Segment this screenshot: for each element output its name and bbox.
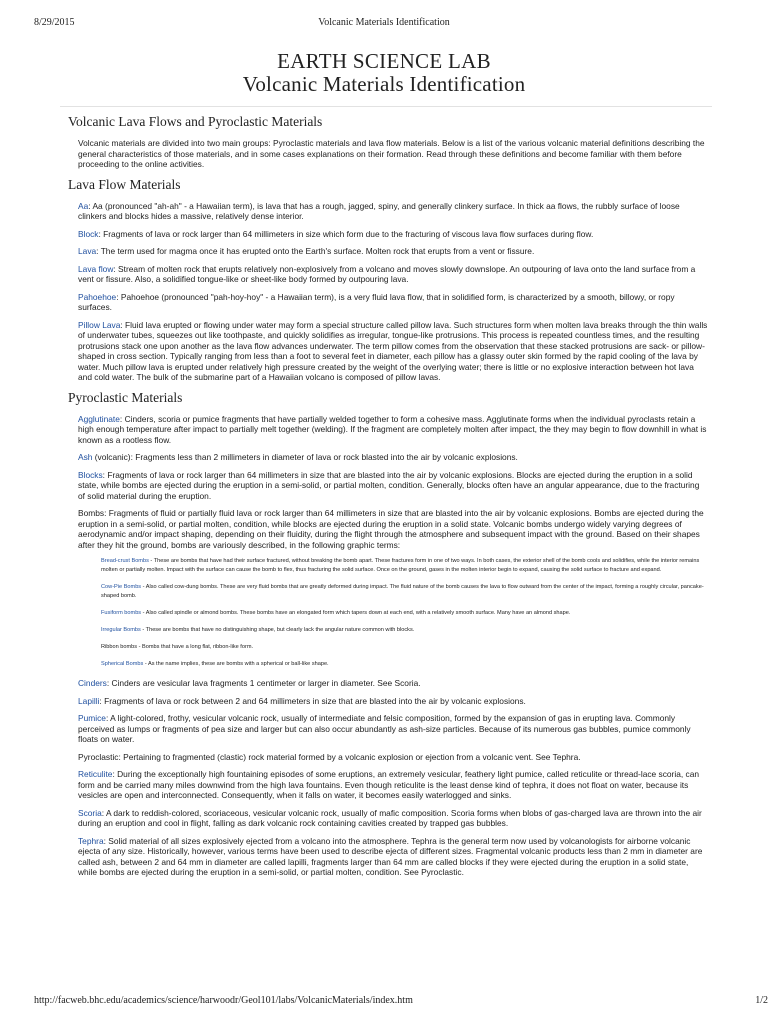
- definition-text: Fragments of lava or rock larger than 64 millimeters in size which form due to the fracturing of viscous lava flow surfaces during flow.: [103, 228, 594, 239]
- term-block: Block: [78, 228, 99, 239]
- definition-text: Fragments of lava or rock between 2 and 64 millimeters in size that are blasted into the air by volcanic explosions.: [104, 695, 526, 706]
- definition-text: Fragments of lava or rock larger than 64 millimeters in size that are blasted into the air by volcanic explosions. Blocks are ejected during the eruption in a solid state, while bombs are ejected during the eruption in a semi-solid, or partial molten, condition. Generally, blocks often have an angular appearance, due to the fracturing of solid material during the eruption.: [78, 469, 700, 501]
- definition-agglutinate: Agglutinate: Cinders, scoria or pumice fragments that have partially welded together to form a cohesive mass. Agglutinate forms when the individual pyroclasts retain a high enough temperature after impact to partially melt together (welding). If the fragment are completely molten after impact, the they may begin to flow downhill in what is known as a rootless flow.: [78, 413, 707, 445]
- definition-text: Cinders are vesicular lava fragments 1 centimeter or larger in diameter. See Scoria.: [111, 678, 421, 688]
- definition-text: Solid material of all sizes explosively ejected from a volcano into the atmosphere. Tephra is the general term now used by volcanologists for airborne volcanic ejecta of any size. Historically, however, various terms have been used to describe ejecta of different sizes. Fragmental volcanic products less than 2 mm in diameter are called ash, between 2 and 64 mm in diameter are called lapilli, fragments larger than 64 mm are called blocks if they were ejected during the eruption in a solid state, while bombs are ejected during the eruption in a semi-solid, or partial molten, condition. See Pyroclastic.: [78, 835, 703, 877]
- definition-pillow-lava: Pillow Lava: Fluid lava erupted or flowing under water may form a special structure called pillow lava. Such structures form when molten lava breaks through the thin walls of underwater tubes, squeezes out like toothpaste, and quickly solidifies as irregular, tongue-like protrusions. This process is repeated countless times, and the resulting protrusions stack one upon another as the lava flow advances underwater. The term pillow comes from the observation that these stacked protrusions are sack- or pillow-shaped in cross section. Typically ranging from less than a foot to several feet in diameter, each pillow has a glassy outer skin formed by the rapid cooling of the lava by water. Much pillow lava is erupted under relatively high pressure created by the weight of the overlying water; there is little or no explosive interaction between hot lava and cold water. The bulk of the submarine part of a Hawaiian volcano is composed of pillow lavas.: [78, 319, 708, 382]
- term-bread-crust: Bread-crust Bombs: [101, 558, 149, 564]
- definition-ash: [78, 452, 708, 463]
- print-url: http://facweb.bhc.edu/academics/science/harwoodr/Geol101/labs/VolcanicMaterials/index.htm: [34, 995, 413, 1006]
- term-spherical: Spherical Bombs: [101, 661, 144, 667]
- definition-pumice: Pumice: A light-colored, frothy, vesicular volcanic rock, usually of intermediate and felsic composition, formed by the expansion of gas in erupting lava. Commonly perceived as lumps or fragments of pea size and larger but can also occur abundantly as ash-size particles. Because of its numerous gas bubbles, pumice commonly floats on water.: [78, 713, 691, 744]
- print-page-title: Volcanic Materials Identification: [318, 17, 450, 28]
- page-title-block: [0, 50, 768, 96]
- definition-text: The term used for magma once it has erupted onto the Earth's surface. Molten rock that erupts from a vent or fissure.: [100, 246, 535, 256]
- definition-text: (volcanic): Fragments less than 2 millimeters in diameter of lava or rock blasted into the air by volcanic explosions.: [94, 452, 518, 462]
- definition-block: Block: Fragments of lava or rock larger than 64 millimeters in size which form due to the fracturing of viscous lava flow surfaces during flow.: [78, 228, 594, 239]
- definition-tephra: Tephra: Solid material of all sizes explosively ejected from a volcano into the atmosphere. Tephra is the general term now used by volcanologists for airborne volcanic ejecta of any size. Historically, however, various terms have been used to describe ejecta of different sizes. Fragmental volcanic products less than 2 mm in diameter are called ash, between 2 and 64 mm in diameter are called lapilli, fragments larger than 64 mm are called blocks if they were ejected during the eruption in a solid state, while bombs are ejected during the eruption in a semi-solid, or partial molten, condition. See Pyroclastic.: [78, 835, 703, 877]
- term-aa: Aa: [78, 200, 89, 211]
- bomb-type-cow-pie: Cow-Pie Bombs - Also called cow-dung bombs. These are very fluid bombs that are greatly deformed during impact. The fluid nature of the bomb causes the lava to flow outward from the center of the impact, forming a roughly circular, pancake-shaped bomb.: [101, 584, 704, 599]
- definition-text: Cinders, scoria or pumice fragments that have partially welded together to form a cohesive mass. Agglutinate forms when the individual pyroclasts retain a high enough temperature after impact to partially melt together (welding). If the fragment are completely molten after impact, the they may begin to flow downhill in what is known as a rootless flow.: [78, 413, 707, 445]
- term-lava: Lava: [78, 246, 97, 256]
- definition-text: A dark to reddish-colored, scoriaceous, vesicular volcanic rock, usually of mafic composition. Scoria forms when blobs of gas-charged lava are thrown into the air during an eruption and cool in flight, falling as dark volcanic rock containing cavities created by trapped gas bubbles.: [78, 807, 702, 828]
- term-reticulite: Reticulite: [78, 769, 113, 779]
- intro-paragraph: Volcanic materials are divided into two main groups: Pyroclastic materials and lava flow materials. Below is a list of the various volcanic material definitions describing the general characteristics of those materials, and in some cases explanations on their formation. Read through these definitions and become familiar with them before proceeding to the online activities.: [78, 138, 705, 169]
- definition-reticulite: Reticulite: During the exceptionally high fountaining episodes of some eruptions, an extremely vesicular, feathery light pumice, called reticulite or thread-lace scoria, can form and be carried many miles downwind from the high lava fountains. Even though reticulite is the least dense kind of tephra, it does not float on water, because its vesicles are open and interconnected. Consequently, when it falls on water, it becomes easily waterlogged and sinks.: [78, 769, 700, 800]
- term-agglutinate: Agglutinate: [78, 413, 120, 424]
- definition-pyroclastic: Pyroclastic: Pertaining to fragmented (clastic) rock material formed by a volcanic explosion or ejection from a volcanic vent. See Tephra.: [78, 751, 581, 762]
- definition-pahoehoe: Pahoehoe: Pahoehoe (pronounced "pah-hoy-hoy" - a Hawaiian term), is a very fluid lava flow, that in solidified form, is characterized by a smooth, billowy, or ropy surfaces.: [78, 291, 675, 312]
- term-lapilli: Lapilli: [78, 695, 100, 706]
- term-pahoehoe: Pahoehoe: [78, 291, 117, 302]
- term-ash: Ash: [78, 452, 93, 462]
- definition-bombs: Bombs: Fragments of fluid or partially fluid lava or rock larger than 64 millimeters in size that are blasted into the air by volcanic explosions. Bombs are ejected during the eruption in a semi-solid, or partial molten, condition, while blocks are ejected during the eruption in a solid state. Volcanic bombs undergo widely varying degrees of aerodynamic and/or impact shaping, depending on their fluidity, during the flight through the atmosphere and subsequent impact with the ground. Based on their shapes after they hit the ground, bombs are variously described, in the following graphic terms:: [78, 508, 704, 550]
- definition-blocks: Blocks: Fragments of lava or rock larger than 64 millimeters in size that are blasted into the air by volcanic explosions. Blocks are ejected during the eruption in a solid state, while bombs are ejected during the eruption in a semi-solid, or partial molten, condition. Generally, blocks often have an angular appearance, due to the fracturing of solid material during the eruption.: [78, 469, 700, 501]
- term-cinders: Cinders: [78, 678, 107, 688]
- term-tephra: Tephra: [78, 835, 104, 846]
- definition-text: Aa (pronounced "ah-ah" - a Hawaiian term), is lava that has a rough, jagged, spiny, and generally clinkery surface. In thick aa flows, the rubbly surface of loose clinkers and blocks hides a massive, relatively dense interior.: [78, 200, 680, 221]
- definition-text: Pahoehoe (pronounced "pah-hoy-hoy" - a Hawaiian term), is a very fluid lava flow, that in solidified form, is characterized by a smooth, billowy, or ropy surfaces.: [78, 291, 675, 312]
- definition-lava: Lava: The term used for magma once it has erupted onto the Earth's surface. Molten rock that erupts from a vent or fissure.: [78, 246, 535, 256]
- definition-text: Fluid lava erupted or flowing under water may form a special structure called pillow lava. Such structures form when molten lava breaks through the thin walls of underwater tubes, squeezes out like toothpaste, and quickly solidifies as irregular, tongue-like protrusions. This process is repeated countless times, and the resulting protrusions stack one upon another as the lava flow advances underwater. The term pillow comes from the observation that these stacked protrusions are sack- or pillow-shaped in cross section. Typically ranging from less than a foot to several feet in diameter, each pillow has a glassy outer skin formed by the rapid cooling of the lava by water. Much pillow lava is erupted under relatively high pressure created by the weight of the overlying water; there is little or no explosive interaction between hot lava and cold water. The bulk of the submarine part of a Hawaiian volcano is composed of pillow lavas.: [78, 319, 708, 382]
- term-pillow-lava: Pillow Lava: [78, 319, 121, 330]
- bomb-type-ribbon: Ribbon bombs - Bombs that have a long flat, ribbon-like form.: [101, 644, 254, 650]
- term-blocks: Blocks: [78, 469, 103, 480]
- definition-text: Stream of molten rock that erupts relatively non-explosively from a volcano and moves slowly downslope. An outpouring of lava onto the land surface from a vent or fissure. Also, a solidified tongue-like or sheet-like body formed by outpouring lava.: [78, 263, 696, 284]
- bomb-type-spherical: Spherical Bombs - As the name implies, these are bombs with a spherical or ball-like shape.: [101, 661, 329, 667]
- definition-aa: Aa: Aa (pronounced "ah-ah" - a Hawaiian term), is lava that has a rough, jagged, spiny, and generally clinkery surface. In thick aa flows, the rubbly surface of loose clinkers and blocks hides a massive, relatively dense interior.: [78, 200, 680, 221]
- section-heading-overview: Volcanic Lava Flows and Pyroclastic Materials: [68, 114, 323, 129]
- page-number: 1/2: [755, 995, 768, 1006]
- bomb-type-bread-crust: Bread-crust Bombs - These are bombs that have had their surface fractured, without breaking the bomb apart. These fractures form in one of two ways. In both cases, the exterior shell of the bomb cools and solidifies, while the interior remains molten or partially molten. Impact with the surface can cause the bomb to flex, thus fracturing the solid surface. Once on the ground, gases in the molten interior begin to expand, causing the solid surface to fracture and expand.: [101, 558, 700, 573]
- bomb-type-irregular: Irregular Bombs - These are bombs that have no distinguishing shape, but clearly lack the angular nature common with blocks.: [101, 627, 415, 633]
- bomb-type-fusiform: Fusiform bombs - Also called spindle or almond bombs. These bombs have an elongated form which tapers down at each end, with a relatively smooth surface. Many have an almond shape.: [101, 610, 571, 616]
- definition-lava-flow: Lava flow: Stream of molten rock that erupts relatively non-explosively from a volcano and moves slowly downslope. An outpouring of lava onto the land surface from a vent or fissure. Also, a solidified tongue-like or sheet-like body formed by outpouring lava.: [78, 263, 696, 284]
- definition-text: A light-colored, frothy, vesicular volcanic rock, usually of intermediate and felsic composition, formed by the expansion of gas in erupting lava. Commonly perceived as lumps or fragments of pea size and larger but can also occur abundantly as ash-size particles. Because of its numerous gas bubbles, pumice commonly floats on water.: [78, 713, 691, 744]
- print-date: 8/29/2015: [34, 17, 75, 28]
- term-pumice: Pumice: [78, 713, 106, 723]
- definition-lapilli: Lapilli: Fragments of lava or rock between 2 and 64 millimeters in size that are blasted into the air by volcanic explosions.: [78, 695, 526, 706]
- main-content: [68, 114, 708, 885]
- definition-scoria: Scoria: A dark to reddish-colored, scoriaceous, vesicular volcanic rock, usually of mafic composition. Scoria forms when blobs of gas-charged lava are thrown into the air during an eruption and cool in flight, falling as dark volcanic rock containing cavities created by trapped gas bubbles.: [78, 807, 702, 828]
- section-heading-lava-flow: Lava Flow Materials: [68, 176, 181, 192]
- term-scoria: Scoria: [78, 807, 102, 818]
- term-cow-pie: Cow-Pie Bombs: [101, 584, 142, 590]
- definition-text: During the exceptionally high fountaining episodes of some eruptions, an extremely vesicular, feathery light pumice, called reticulite or thread-lace scoria, can form and be carried many miles downwind from the high lava fountains. Even though reticulite is the least dense kind of tephra, it does not float on water, because its vesicles are open and interconnected. Consequently, when it falls on water, it becomes easily waterlogged and sinks.: [78, 769, 700, 800]
- definition-cinders: Cinders: Cinders are vesicular lava fragments 1 centimeter or larger in diameter. See Scoria.: [78, 678, 421, 688]
- page-subtitle: Volcanic Materials Identification: [242, 72, 526, 96]
- term-irregular: Irregular Bombs: [101, 627, 141, 633]
- page-title: EARTH SCIENCE LAB: [277, 49, 491, 73]
- section-heading-pyroclastic: Pyroclastic Materials: [68, 389, 183, 405]
- term-lava-flow: Lava flow: [78, 263, 114, 274]
- title-divider: [60, 106, 712, 107]
- term-fusiform: Fusiform bombs: [101, 610, 142, 616]
